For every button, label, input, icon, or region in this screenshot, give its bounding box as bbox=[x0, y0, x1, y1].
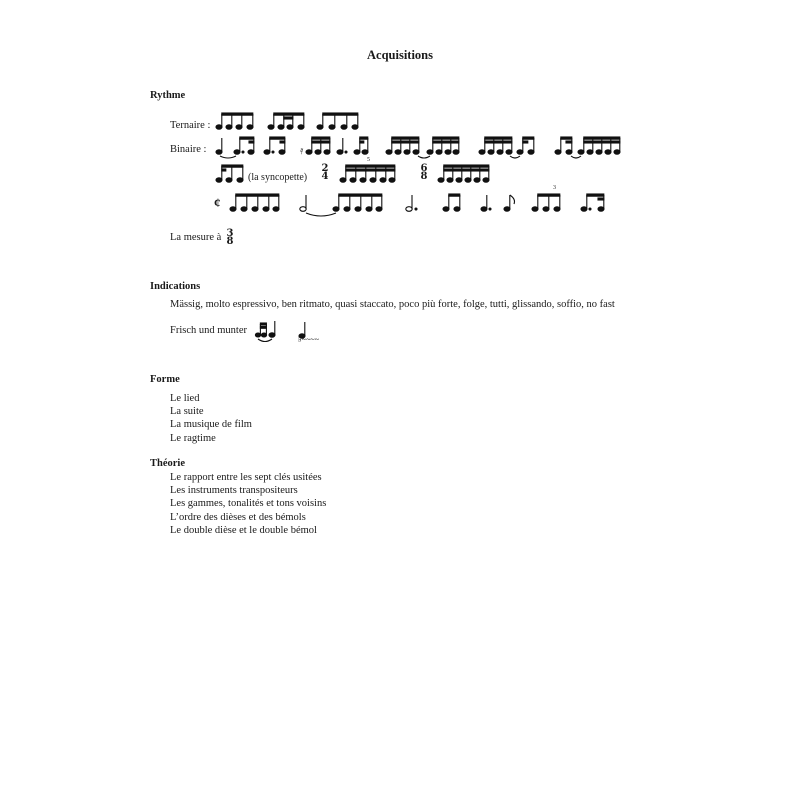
list-item: Le lied bbox=[170, 393, 200, 404]
mesure-label: La mesure à bbox=[170, 232, 222, 243]
ternaire-rhythms bbox=[214, 110, 364, 132]
page-title: Acquisitions bbox=[367, 48, 433, 62]
quintuplet-rhythm bbox=[338, 162, 398, 186]
time-signature-3-8 bbox=[225, 230, 235, 246]
list-item: Les instruments transpositeurs bbox=[170, 485, 298, 497]
ternaire-label: Ternaire : bbox=[170, 120, 211, 131]
binaire-rhythms-row3 bbox=[228, 190, 618, 216]
frisch-label: Frisch und munter bbox=[170, 325, 247, 336]
time-sig-3-8-num: 3 bbox=[226, 228, 234, 239]
time-signature-2-4 bbox=[320, 165, 330, 181]
cut-time-symbol: ¢ bbox=[214, 195, 221, 210]
theorie-heading: Théorie bbox=[150, 458, 185, 469]
time-sig-2-4-den: 4 bbox=[321, 171, 329, 182]
indications-heading: Indications bbox=[150, 281, 201, 292]
tuplet-3-mark: 3 bbox=[553, 185, 556, 191]
forme-list bbox=[170, 392, 252, 445]
list-item: Le ragtime bbox=[170, 432, 216, 444]
frisch-notation bbox=[254, 318, 334, 348]
list-item: La musique de film bbox=[170, 419, 252, 431]
tuplet-5-mark: 5 bbox=[367, 157, 370, 163]
forme-heading: Forme bbox=[150, 374, 180, 385]
binaire-rhythms-row1 bbox=[214, 134, 626, 158]
flutter-mark: ♭~~~~ bbox=[298, 335, 320, 344]
list-item: Le rapport entre les sept clés usitées bbox=[170, 472, 322, 483]
list-item: Le double dièse et le double bémol bbox=[170, 524, 317, 536]
six-eight-rhythm bbox=[436, 162, 496, 186]
time-sig-2-4-num: 2 bbox=[321, 163, 329, 174]
list-item: Les gammes, tonalités et tons voisins bbox=[170, 498, 327, 510]
list-item: L’ordre des dièses et des bémols bbox=[170, 511, 306, 523]
time-sig-6-8-num: 6 bbox=[420, 163, 428, 174]
theorie-list bbox=[170, 471, 326, 537]
time-signature-6-8 bbox=[419, 165, 429, 181]
rythme-heading: Rythme bbox=[150, 90, 186, 101]
indications-terms: Mässig, molto espressivo, ben ritmato, quasi staccato, poco più forte, folge, tutti, glissando, soffio, no fast bbox=[170, 299, 615, 310]
binaire-label: Binaire : bbox=[170, 144, 207, 155]
time-sig-6-8-den: 8 bbox=[420, 171, 428, 182]
time-sig-3-8-den: 8 bbox=[226, 236, 234, 247]
list-item: La suite bbox=[170, 406, 204, 418]
svg-text:𝄿: 𝄿 bbox=[300, 145, 304, 157]
syncopette-label: (la syncopette) bbox=[248, 172, 308, 183]
